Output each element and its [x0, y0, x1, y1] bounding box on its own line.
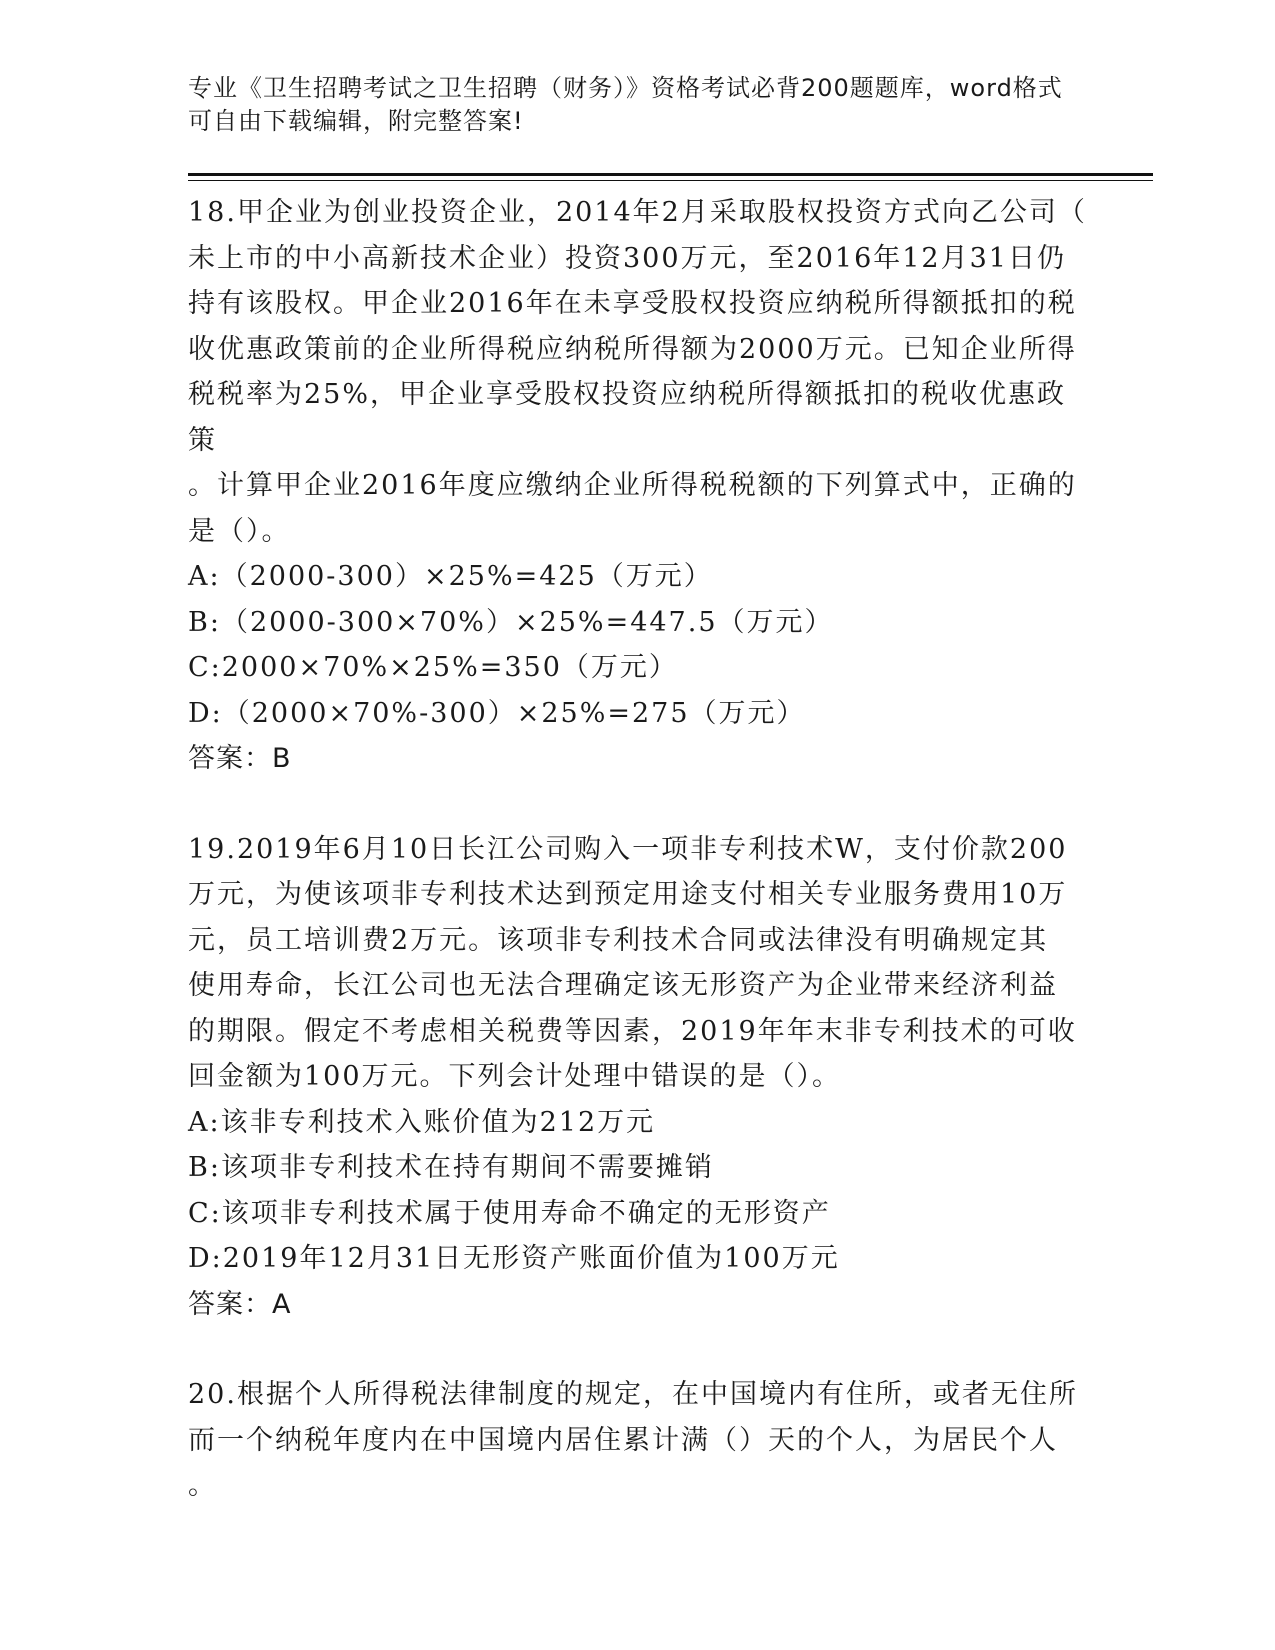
- option-d: D:2019年12月31日无形资产账面价值为100万元: [188, 1243, 840, 1274]
- question-18: [188, 190, 1088, 782]
- header-rule-thin: [188, 180, 1153, 181]
- question-stem: 18.甲企业为创业投资企业，2014年2月采取股权投资方式向乙公司（ 未上市的中小高新技术企业）投资300万元，至2016年12月31日仍 持有该股权。甲企业2016年在未享受股权投资应纳税所得额抵扣的税 收优惠政策前的企业所得税应纳税所得额为2000万元。已知企业所得 税税率为25%，甲企业享受股权投资应纳税所得额抵扣的税收优惠政策 。计算甲企业2016年度应缴纳企业所得税税额的下列算式中，正确的 是（）。: [188, 197, 1087, 547]
- option-c: C:该项非专利技术属于使用寿命不确定的无形资产: [188, 1197, 831, 1229]
- option-a: A:（2000-300）×25%=425（万元）: [188, 561, 713, 592]
- question-19: [188, 827, 1088, 1328]
- question-list: [188, 190, 1088, 1509]
- document-header: 专业《卫生招聘考试之卫生招聘（财务）》资格考试必背200题题库，word格式 可自由下载编辑，附完整答案!: [188, 74, 1063, 135]
- question-stem: 19.2019年6月10日长江公司购入一项非专利技术W，支付价款200 万元，为使该项非专利技术达到预定用途支付相关专业服务费用10万 元，员工培训费2万元。该项非专利技术合同或法律没有明确规定其 使用寿命，长江公司也无法合理确定该无形资产为企业带来经济利益 的期限。假定不考虑相关税费等因素，2019年年末非专利技术的可收 回金额为100万元。下列会计处理中错误的是（）。: [188, 833, 1077, 1092]
- question-20: [188, 1372, 1088, 1509]
- question-spacer: [188, 1327, 1088, 1372]
- answer-line: 答案：B: [188, 743, 292, 774]
- question-spacer: [188, 782, 1088, 827]
- option-a: A:该非专利技术入账价值为212万元: [188, 1106, 656, 1138]
- option-d: D:（2000×70%-300）×25%=275（万元）: [188, 697, 806, 729]
- header-rule-thick: [188, 173, 1153, 176]
- option-b: B:该项非专利技术在持有期间不需要摊销: [188, 1152, 714, 1183]
- option-c: C:2000×70%×25%=350（万元）: [188, 652, 678, 683]
- option-b: B:（2000-300×70%）×25%=447.5（万元）: [188, 606, 834, 638]
- answer-line: 答案：A: [188, 1288, 292, 1320]
- question-stem: 20.根据个人所得税法律制度的规定，在中国境内有住所，或者无住所 而一个纳税年度内在中国境内居住累计满（）天的个人，为居民个人 。: [188, 1379, 1078, 1501]
